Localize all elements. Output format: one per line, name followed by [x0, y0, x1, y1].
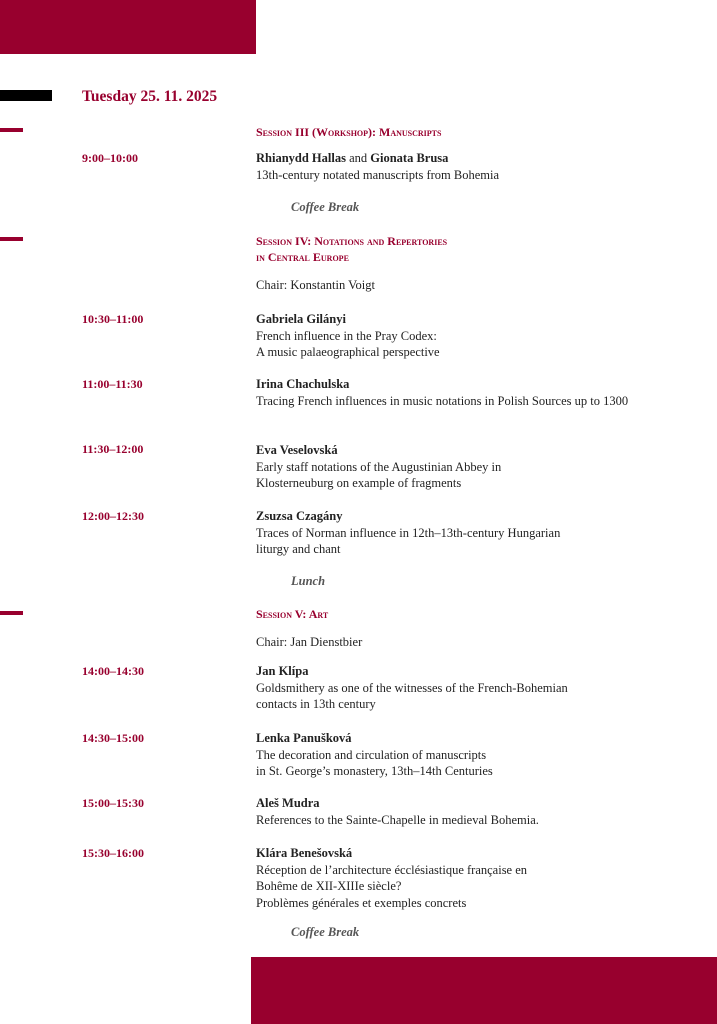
talk-entry [256, 663, 646, 713]
talk-entry [256, 376, 646, 409]
talk-speaker: Gabriela Gilányi [256, 312, 346, 326]
session-title: Session V: Art [256, 607, 329, 621]
talk-title: Problèmes générales et exemples concrets [256, 895, 467, 910]
talk-title: References to the Sainte-Chapelle in medieval Bohemia. [256, 812, 539, 827]
talk-title: 13th-century notated manuscripts from Bohemia [256, 167, 499, 182]
talk-title: A music palaeographical perspective [256, 345, 440, 359]
coffee-break: Coffee Break [291, 200, 360, 214]
talk-title: Tracing French influences in music notations in Polish Sources up to 1300 [256, 393, 629, 408]
session-marker [0, 611, 23, 615]
talk-entry [256, 795, 646, 828]
talk-title: liturgy and chant [256, 542, 341, 556]
talk-time: 11:00–11:30 [82, 377, 143, 391]
talk-title: Goldsmithery as one of the witnesses of the French-Bohemian [256, 680, 568, 695]
talk-time: 10:30–11:00 [82, 312, 144, 326]
talk-entry [256, 508, 646, 558]
talk-speaker: Aleš Mudra [256, 796, 320, 810]
talk-speaker: Zsuzsa Czagány [256, 509, 343, 523]
talk-title: Bohême de XII-XIIIe siècle? [256, 879, 402, 893]
session-marker [0, 237, 23, 241]
talk-time: 12:00–12:30 [82, 509, 144, 523]
talk-entry [256, 150, 646, 183]
coffee-break: Coffee Break [291, 925, 360, 939]
talk-entry [256, 730, 646, 780]
talk-speaker: Eva Veselovská [256, 443, 338, 457]
talk-title: French influence in the Pray Codex: [256, 328, 437, 343]
date-marker [0, 90, 52, 101]
talk-speakers: Rhianydd Hallas and Gionata Brusa [256, 151, 449, 165]
session-chair: Chair: Konstantin Voigt [256, 278, 375, 292]
talk-time: 15:00–15:30 [82, 796, 144, 810]
talk-title: Early staff notations of the Augustinian Abbey in [256, 459, 502, 474]
talk-title: in St. George’s monastery, 13th–14th Centuries [256, 764, 493, 778]
talk-time: 9:00–10:00 [82, 151, 138, 165]
footer-color-bar [251, 957, 717, 1024]
talk-entry [256, 845, 646, 911]
session-title: Session IV: Notations and Repertories in Central Europe [256, 234, 448, 264]
session-marker [0, 128, 23, 132]
talk-speaker: Irina Chachulska [256, 377, 350, 391]
talk-title: Traces of Norman influence in 12th–13th-century Hungarian [256, 525, 561, 540]
session-title: Session III (Workshop): Manuscripts [256, 125, 442, 139]
talk-time: 15:30–16:00 [82, 846, 144, 860]
talk-title: Réception de l’architecture écclésiastique française en [256, 862, 528, 877]
talk-time: 14:30–15:00 [82, 731, 144, 745]
talk-entry [256, 442, 646, 492]
talk-title: Klosterneuburg on example of fragments [256, 476, 462, 490]
day-heading: Tuesday 25. 11. 2025 [82, 88, 218, 105]
session-chair: Chair: Jan Dienstbier [256, 635, 363, 649]
talk-time: 14:00–14:30 [82, 664, 144, 678]
talk-speaker: Klára Benešovská [256, 846, 353, 860]
talk-time: 11:30–12:00 [82, 442, 144, 456]
lunch-break: Lunch [291, 574, 326, 588]
talk-speaker: Jan Klípa [256, 664, 309, 678]
talk-title: contacts in 13th century [256, 697, 376, 711]
talk-speaker: Lenka Panušková [256, 731, 352, 745]
talk-title: The decoration and circulation of manuscripts [256, 747, 487, 762]
header-color-bar [0, 0, 256, 54]
talk-entry [256, 311, 646, 361]
